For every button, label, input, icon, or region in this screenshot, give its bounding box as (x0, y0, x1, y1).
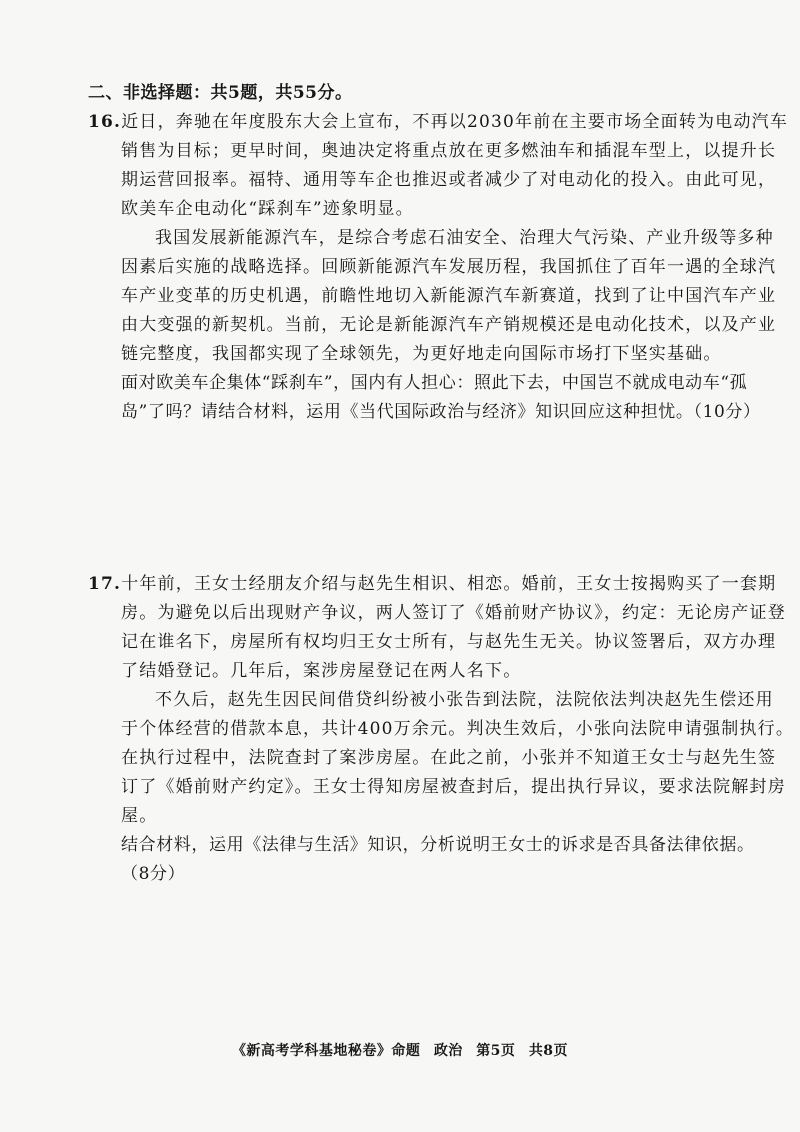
footer-subject: 政治 (433, 1043, 463, 1059)
text-line: 不久后，赵先生因民间借贷纠纷被小张告到法院，法院依法判决赵先生偿还用 (155, 690, 774, 710)
text-line: 车产业变革的历史机遇，前瞻性地切入新能源汽车新赛道，找到了让中国汽车产业 (121, 286, 777, 306)
text-line: 于个体经营的借款本息，共计400万余元。判决生效后，小张向法院申请强制执行。 (121, 719, 795, 739)
text-line: 欧美车企电动化“踩刹车”迹象明显。 (121, 199, 414, 219)
text-line: 因素后实施的战略选择。回顾新能源汽车发展历程，我国抓住了百年一遇的全球汽 (121, 257, 777, 277)
text-line: 订了《婚前财产约定》。王女士得知房屋被查封后，提出执行异议，要求法院解封房 (121, 777, 786, 797)
question-17 (88, 570, 795, 889)
text-line: 近日，奔驰在年度股东大会上宣布，不再以2030年前在主要市场全面转为电动汽车 (121, 112, 789, 132)
footer-page-number: 第5页 (476, 1043, 516, 1059)
question-16 (88, 108, 789, 427)
text-line: 我国发展新能源汽车，是综合考虑石油安全、治理大气污染、产业升级等多种 (155, 228, 774, 248)
text-line: 屋。 (121, 806, 158, 826)
text-line: 十年前，王女士经朋友介绍与赵先生相识、相恋。婚前，王女士按揭购买了一套期 (121, 574, 777, 594)
text-line: 了结婚登记。几年后，案涉房屋登记在两人名下。 (121, 661, 522, 681)
text-line: 由大变强的新契机。当前，无论是新能源汽车产销规模还是电动化技术，以及产业 (121, 315, 777, 335)
question-prompt-line: 岛”了吗？请结合材料，运用《当代国际政治与经济》知识回应这种担忧。（10分） (121, 402, 761, 422)
question-prompt-line: 面对欧美车企集体“踩刹车”，国内有人担心：照此下去，中国岂不就成电动车“孤 (121, 373, 748, 393)
question-prompt-line: （8分） (121, 864, 186, 884)
page-footer (0, 1040, 800, 1060)
text-line: 期运营回报率。福特、通用等车企也推迟或者减少了对电动化的投入。由此可见， (121, 170, 777, 190)
text-line: 记在谁名下，房屋所有权均归王女士所有，与赵先生无关。协议签署后，双方办理 (121, 632, 777, 652)
question-prompt-line: 结合材料，运用《法律与生活》知识，分析说明王女士的诉求是否具备法律依据。 (121, 835, 755, 855)
text-line: 在执行过程中，法院查封了案涉房屋。在此之前，小张并不知道王女士与赵先生签 (121, 748, 777, 768)
question-number: 16. (88, 112, 122, 132)
question-16-line (88, 108, 789, 137)
text-line: 链完整度，我国都实现了全球领先，为更好地走向国际市场打下坚实基础。 (121, 344, 722, 364)
text-line: 销售为目标；更早时间，奥迪决定将重点放在更多燃油车和插混车型上，以提升长 (121, 141, 777, 161)
question-17-line (88, 570, 777, 599)
text-line: 房。为避免以后出现财产争议，两人签订了《婚前财产协议》，约定：无论房产证登 (121, 603, 786, 623)
footer-total-pages: 共8页 (528, 1043, 569, 1059)
section-header: 二、非选择题：共5题，共55分。 (88, 83, 353, 103)
footer-source: 《新高考学科基地秘卷》命题 (231, 1043, 421, 1059)
question-number: 17. (88, 574, 122, 594)
